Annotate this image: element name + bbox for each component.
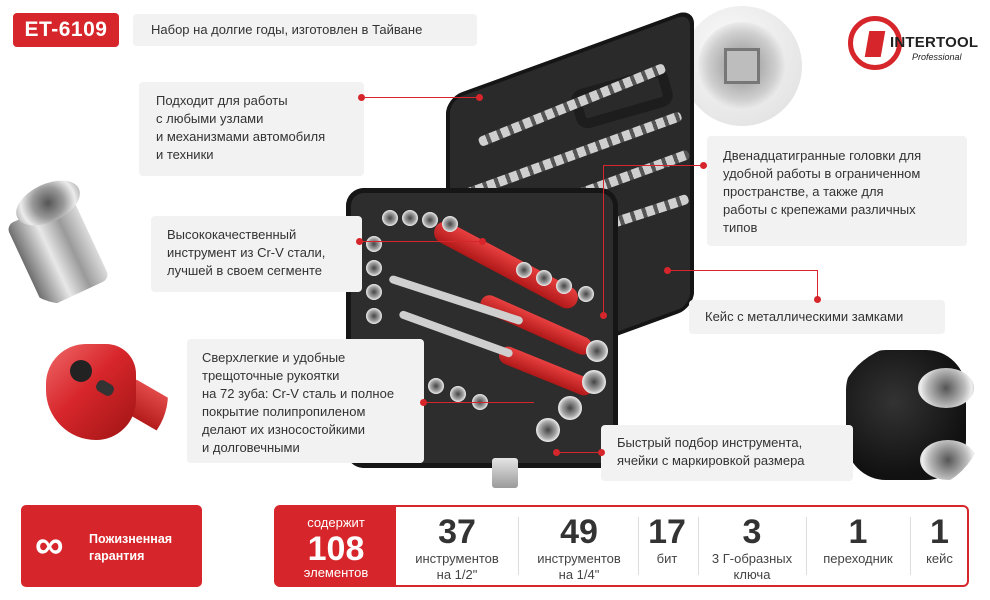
leader-dot-marking-end [598,449,605,456]
contents-item-label: инструментов на 1/2" [415,551,499,582]
logo-subtitle: Professional [912,52,962,62]
contents-item [700,507,804,585]
divider [518,517,519,575]
warranty-badge [21,505,202,587]
leader-line-heads [603,165,707,166]
leader-dot-ratchet [420,399,427,406]
callout-origin: Набор на долгие годы, изготовлен в Тайване [133,14,477,46]
contents-total-label-top: содержит [307,515,365,530]
callout-steel: Высококачественный инструмент из Cr-V стали, лучшей в своем сегменте [151,216,362,292]
leader-dot-heads [700,162,707,169]
contents-item-count: 37 [438,513,476,551]
leader-dot-fit [358,94,365,101]
contents-total-label-bottom: элементов [303,565,369,580]
deep-socket-photo [4,178,130,304]
contents-item [912,507,967,585]
contents-item-count: 1 [848,513,868,551]
contents-item [520,507,638,585]
contents-item-label: 3 Г-образных ключа [711,551,793,582]
warranty-text: Пожизненная гарантия [89,532,173,563]
leader-dot-case [664,267,671,274]
divider [806,517,807,575]
leader-line-fit [364,97,479,98]
brand-logo [848,14,978,74]
leader-line-marking [556,452,601,453]
contents-panel [274,505,969,587]
leader-line-case [668,270,818,271]
contents-item [808,507,908,585]
sku-badge: ET-6109 [13,13,119,47]
leader-dot-marking [553,449,560,456]
socket-closeup-photo [682,6,802,126]
case-latch [492,458,518,488]
contents-item-count: 17 [648,513,686,551]
contents-item [638,507,696,585]
callout-fit: Подходит для работы с любыми узлами и механизмами автомобиля и техники [139,82,364,176]
contents-item [398,507,516,585]
contents-total-count: 108 [307,530,365,568]
contents-total [276,507,396,585]
contents-item-count: 49 [560,513,598,551]
contents-item-label: кейс [926,551,953,566]
divider [910,517,911,575]
callout-case: Кейс с металлическими замками [689,300,945,334]
leader-dot-steel [356,238,363,245]
leader-dot-steel-end [479,238,486,245]
contents-item-label: бит [656,551,678,566]
callout-heads: Двенадцатигранные головки для удобной работы в ограниченном пространстве, а также для работы с крепежами различных типов [707,136,967,246]
ratchet-handle-photo [40,330,168,458]
socket-rail-photo [836,344,984,492]
contents-item-count: 3 [742,513,762,551]
leader-dot-heads-end [600,312,607,319]
leader-dot-case-end [814,296,821,303]
leader-dot-fit-end [476,94,483,101]
callout-marking: Быстрый подбор инструмента, ячейки с маркировкой размера [601,425,853,481]
logo-name: INTERTOOL [890,34,979,51]
leader-line-steel [362,241,482,242]
divider [698,517,699,575]
callout-ratchet: Сверхлегкие и удобные трещоточные рукоятки на 72 зуба: Cr-V сталь и полное покрытие полипропиленом делают их износостойкими и долговечными [187,339,424,463]
leader-line-heads-v [603,165,604,315]
contents-item-count: 1 [930,513,949,551]
infinity-icon: ∞ [35,523,64,567]
contents-item-label: переходник [823,551,893,566]
contents-item-label: инструментов на 1/4" [537,551,621,582]
leader-line-ratchet [424,402,534,403]
